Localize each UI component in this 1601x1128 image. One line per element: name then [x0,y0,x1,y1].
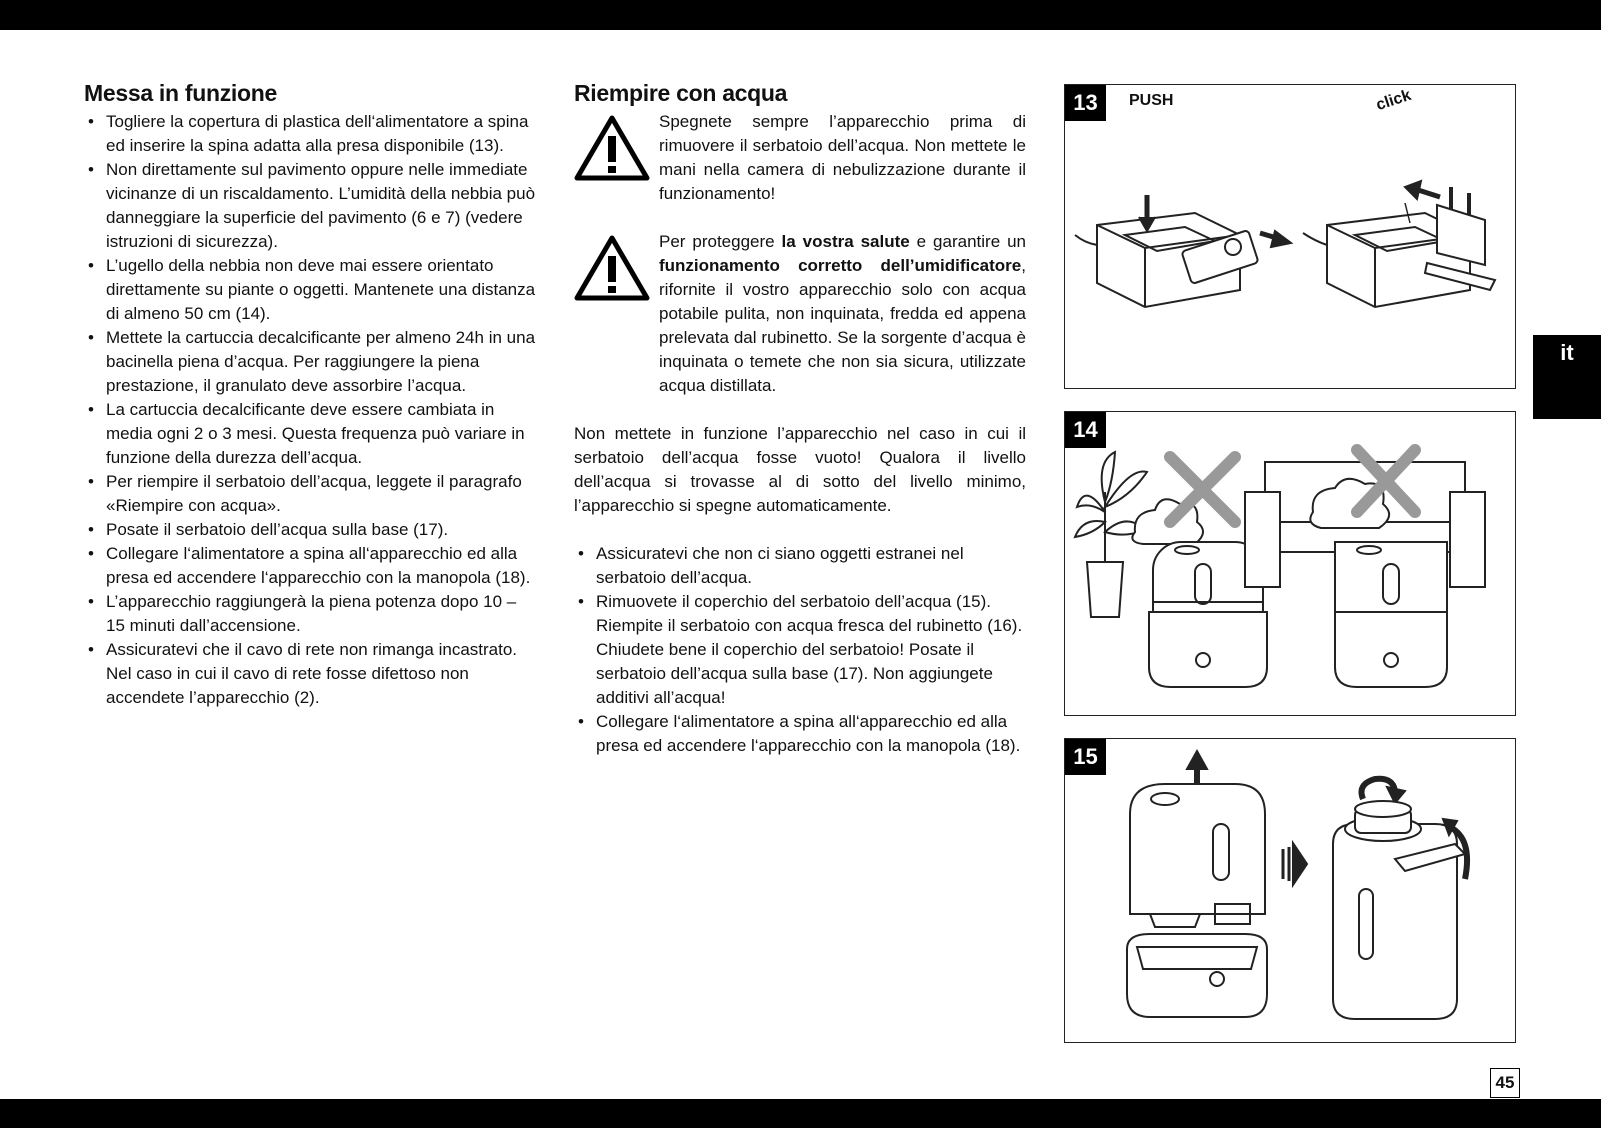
warning-block [574,110,1026,206]
warning-text-part: Per proteggere [659,232,782,251]
list-item: • Non direttamente sul pavimento oppure nelle immediate vicinanze di un riscaldamento. L’umidità della nebbia può danneggiare la superficie del pavimento (6 e 7) (vedere istruzioni di sicurezza). [84,158,536,254]
section-riempire-con-acqua [574,78,1026,758]
list-item: • Assicuratevi che il cavo di rete non rimanga incastrato. Nel caso in cui il cavo di rete fosse difettoso non accendete l’apparecchio (2). [84,638,536,710]
section-messa-in-funzione [84,78,536,710]
bottom-bar [0,1099,1601,1128]
figure-number: 15 [1065,739,1106,775]
humidifier-placement-illustration [1065,412,1517,717]
list-item: • Rimuovete il coperchio del serbatoio dell’acqua (15). Riempite il serbatoio con acqua fresca del rubinetto (16). Chiudete bene il coperchio del serbatoio! Posate il serbatoio dell’acqua sulla base (17). Non aggiungete additivi all’acqua! [574,590,1026,710]
figure-number: 14 [1065,412,1106,448]
list-item: • Togliere la copertura di plastica dell‘alimentatore a spina ed inserire la spina adatta alla presa disponibile (13). [84,110,536,158]
section-title: Riempire con acqua [574,80,788,106]
list-item: • Posate il serbatoio dell’acqua sulla base (17). [84,518,536,542]
page-number: 45 [1490,1068,1520,1098]
click-label: click [1374,86,1414,115]
warning-triangle-icon [574,114,650,182]
warning-emphasis: la vostra salute [781,232,910,251]
list-item: • L’ugello della nebbia non deve mai essere orientato direttamente su piante o oggetti. Mantenete una distanza di almeno 50 cm (14). [84,254,536,326]
figure-14 [1064,411,1516,716]
list-item: • Per riempire il serbatoio dell’acqua, leggete il paragrafo «Riempire con acqua». [84,470,536,518]
tank-removal-illustration [1065,739,1517,1044]
language-tab: it [1533,335,1601,419]
push-label: PUSH [1129,92,1174,109]
warning-triangle-icon [574,234,650,302]
bullet-list [574,542,1026,758]
figure-number: 13 [1065,85,1106,121]
list-item: • Assicuratevi che non ci siano oggetti estranei nel serbatoio dell’acqua. [574,542,1026,590]
figure-15 [1064,738,1516,1043]
plug-adapter-illustration [1065,85,1517,390]
paragraph: Non mettete in funzione l’apparecchio nel caso in cui il serbatoio dell’acqua fosse vuoto! Qualora il livello dell’acqua si trovasse al di sotto del livello minimo, l’apparecchio si spegne automaticamente. [574,424,1026,515]
warning-emphasis: funzionamento corretto dell’umidificatore [659,256,1022,275]
section-title: Messa in funzione [84,80,277,106]
list-item: • Mettete la cartuccia decalcificante per almeno 24h in una bacinella piena d’acqua. Per raggiungere la piena prestazione, il granulato deve assorbire l’acqua. [84,326,536,398]
list-item: • L’apparecchio raggiungerà la piena potenza dopo 10 – 15 minuti dall’accensione. [84,590,536,638]
warning-block [574,230,1026,398]
list-item: • Collegare l‘alimentatore a spina all‘apparecchio ed alla presa ed accendere l‘apparecchio con la manopola (18). [574,710,1026,758]
list-item: • Collegare l‘alimentatore a spina all‘apparecchio ed alla presa ed accendere l‘apparecchio con la manopola (18). [84,542,536,590]
list-item: • La cartuccia decalcificante deve essere cambiata in media ogni 2 o 3 mesi. Questa frequenza può variare in funzione della durezza dell’acqua. [84,398,536,470]
warning-text-part: , rifornite il vostro apparecchio solo con acqua potabile pulita, non inquinata, fredda ed appena prelevata dal rubinetto. Se la sorgente d’acqua è inquinata o temete che non sia sicura, utilizzate acqua distillata. [659,256,1026,395]
warning-text-part: e garantire un [909,232,1026,251]
bullet-list [84,110,536,710]
top-bar [0,0,1601,30]
warning-text: Spegnete sempre l’apparecchio prima di rimuovere il serbatoio dell’acqua. Non mettete le mani nella camera di nebulizzazione durante il funzionamento! [659,112,1026,203]
figure-13 [1064,84,1516,389]
warning-text [659,230,1026,398]
